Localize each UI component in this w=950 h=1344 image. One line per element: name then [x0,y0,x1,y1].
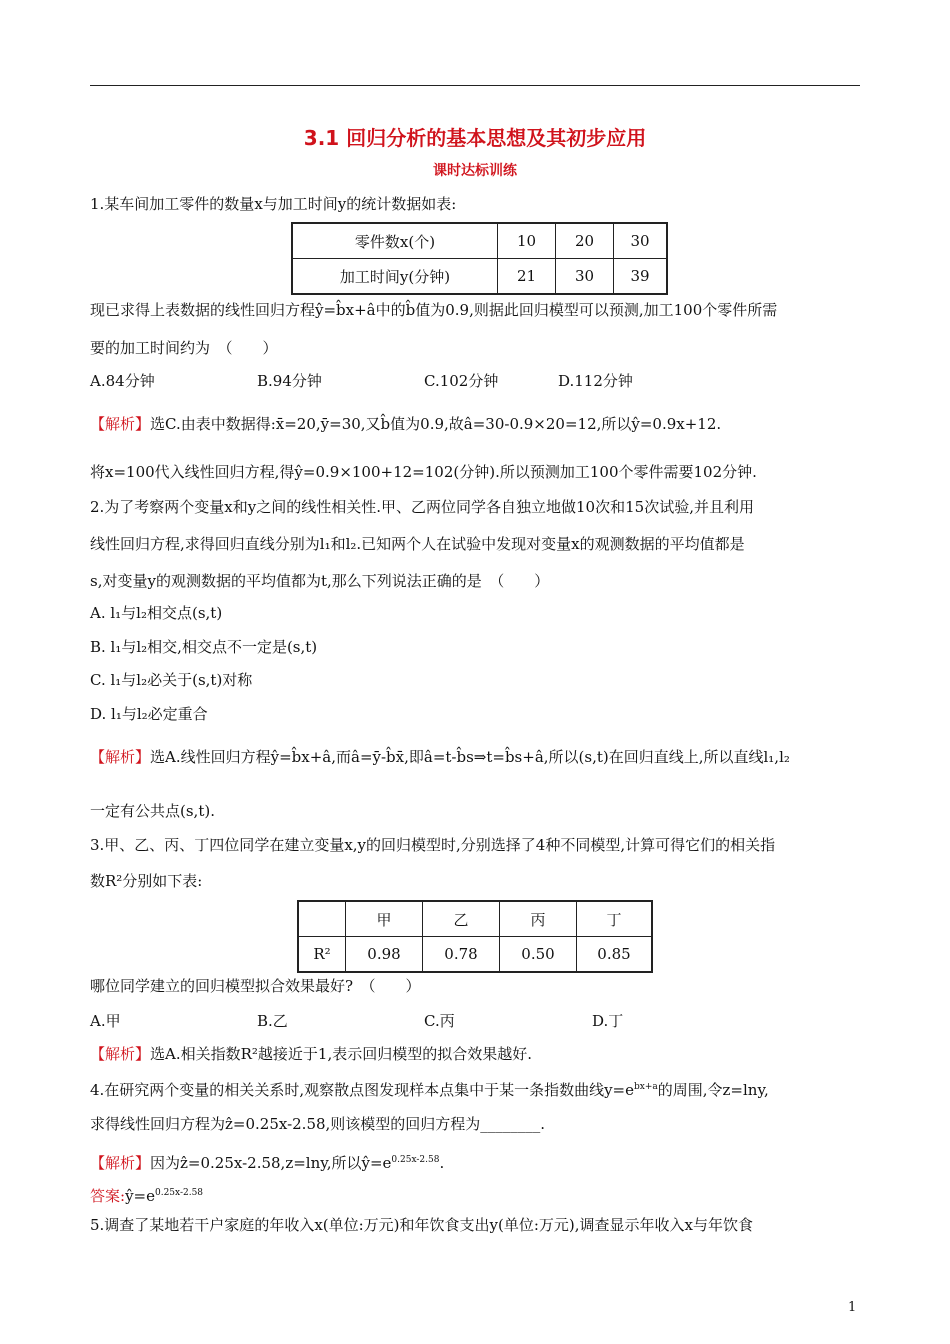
q4-analysis [90,1150,444,1173]
q3-table-header: 丁 [577,901,653,937]
q1-table-cell: 21 [498,259,556,295]
q1-table-label: 加工时间y(分钟) [292,259,498,295]
q1-table-cell: 30 [614,223,668,259]
q4-analysis-exponent: 0.25x-2.58 [391,1155,440,1165]
q3-option-d: D.丁 [592,1012,624,1030]
q3-line1: 3.甲、乙、丙、丁四位同学在建立变量x,y的回归模型时,分别选择了4种不同模型,计算可得它们的相关指 [90,836,776,854]
q4-answer-text: ŷ=e [125,1187,155,1205]
q4-line2: 求得线性回归方程为ẑ=0.25x-2.58,则该模型的回归方程为________. [90,1115,546,1133]
q3-table-cell: 0.78 [423,937,500,973]
q1-options [90,371,633,391]
q1-option-b: B.94分钟 [257,372,322,390]
q2-line2: 线性回归方程,求得回归直线分别为l₁和l₂.已知两个人在试验中发现对变量x的观测数据的平均值都是 [90,535,745,553]
analysis-tag: 【解析】 [90,1045,151,1063]
q1-stem: 1.某车间加工零件的数量x与加工时间y的统计数据如表: [90,195,457,213]
q1-table-cell: 20 [556,223,614,259]
q2-analysis [90,747,790,767]
q4-line1-text: 4.在研究两个变量的相关关系时,观察散点图发现样本点集中于某一条指数曲线y=e [90,1081,635,1099]
header-rule [90,85,860,86]
q3-analysis-text: 选A.相关指数R²越接近于1,表示回归模型的拟合效果越好. [150,1045,533,1063]
q3-table-header [298,901,346,937]
analysis-tag: 【解析】 [90,1154,151,1172]
q2-option-b: B. l₁与l₂相交,相交点不一定是(s,t) [90,638,318,656]
q1-line3: 要的加工时间约为 （ ） [90,339,278,357]
q2-line3: s,对变量y的观测数据的平均值都为t,那么下列说法正确的是 （ ） [90,572,550,590]
q4-answer-exponent: 0.25x-2.58 [154,1188,204,1198]
q3-table-header: 丙 [500,901,577,937]
q2-option-c: C. l₁与l₂必关于(s,t)对称 [90,671,253,689]
q2-analysis-text: 选A.线性回归方程ŷ=b̂x+â,而â=ȳ-b̂x̄,即â=t-b̂s⇒t=b̂s+â,所以(s,t)在回归直线上,所以直线l₁,l₂ [150,748,790,766]
q1-table-label: 零件数x(个) [292,223,498,259]
q2-option-d: D. l₁与l₂必定重合 [90,705,208,723]
q2-line1: 2.为了考察两个变量x和y之间的线性相关性.甲、乙两位同学各自独立地做10次和15次试验,并且利用 [90,498,754,516]
q3-option-c: C.丙 [424,1012,455,1030]
q1-line2: 现已求得上表数据的线性回归方程ŷ=b̂x+â中的b̂值为0.9,则据此回归模型可以预测,加工100个零件所需 [90,301,778,319]
q4-line1 [90,1077,769,1100]
analysis-tag: 【解析】 [90,415,151,433]
q4-analysis-end: . [439,1154,445,1172]
q1-table-cell: 30 [556,259,614,295]
q3-table-cell: 0.50 [500,937,577,973]
q1-option-c: C.102分钟 [424,372,499,390]
page-title: 3.1 回归分析的基本思想及其初步应用 [303,126,647,150]
q3-table [297,900,653,973]
q1-analysis-line2: 将x=100代入线性回归方程,得ŷ=0.9×100+12=102(分钟).所以预测加工100个零件需要102分钟. [90,463,757,481]
q3-option-b: B.乙 [257,1012,288,1030]
q3-line2: 数R²分别如下表: [90,872,203,890]
q3-option-a: A.甲 [90,1012,121,1030]
q3-table-header: 乙 [423,901,500,937]
q2-analysis-line2: 一定有公共点(s,t). [90,802,215,820]
q3-table-header: 甲 [346,901,423,937]
analysis-tag: 【解析】 [90,748,151,766]
q4-analysis-text: 因为ẑ=0.25x-2.58,z=lny,所以ŷ=e [150,1154,392,1172]
q3-options [90,1011,623,1031]
page-subtitle: 课时达标训练 [433,163,517,179]
q1-analysis-text: 选C.由表中数据得:x̄=20,ȳ=30,又b̂值为0.9,故â=30-0.9×20=12,所以ŷ=0.9x+12. [150,415,722,433]
q3-table-label: R² [298,937,346,973]
q1-analysis [90,414,721,434]
q3-analysis [90,1044,532,1064]
q3-line3: 哪位同学建立的回归模型拟合效果最好? （ ） [90,977,421,995]
q5-line1: 5.调查了某地若干户家庭的年收入x(单位:万元)和年饮食支出y(单位:万元),调查显示年收入x与年饮食 [90,1216,753,1234]
q1-table-cell: 39 [614,259,668,295]
q1-option-a: A.84分钟 [90,372,155,390]
q1-option-d: D.112分钟 [558,372,633,390]
q4-line1-text-end: 的周围,令z=lny, [657,1081,769,1099]
q1-table [291,222,668,295]
q3-table-cell: 0.85 [577,937,653,973]
q3-table-cell: 0.98 [346,937,423,973]
q1-table-cell: 10 [498,223,556,259]
answer-label: 答案: [90,1187,126,1205]
q2-option-a: A. l₁与l₂相交点(s,t) [90,604,223,622]
q4-answer [90,1183,203,1206]
q4-exponent: bx+a [634,1082,658,1092]
page-number: 1 [848,1300,857,1315]
